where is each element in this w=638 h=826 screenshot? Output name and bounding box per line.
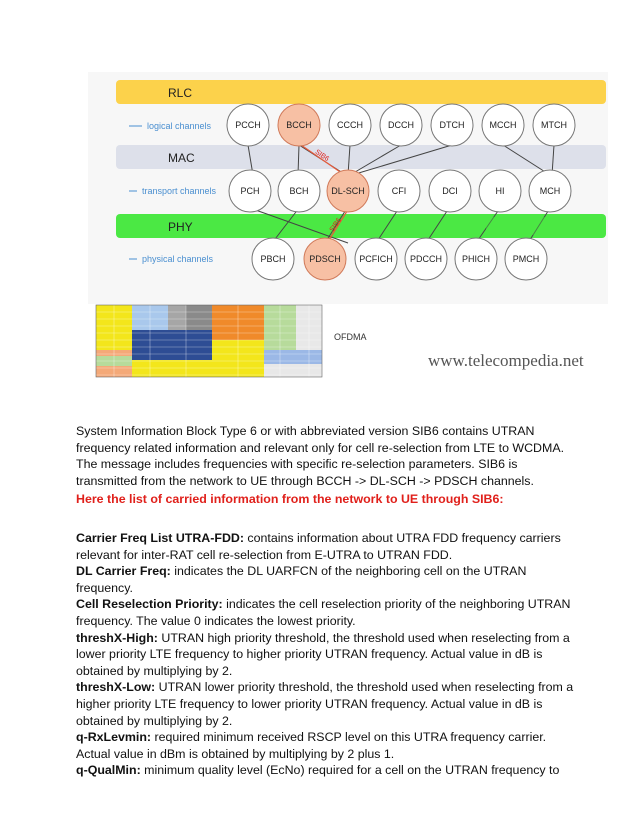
logical-channel-pcch [227,104,269,146]
logical-channels-label: logical channels [147,121,212,131]
lte-channel-mapping-diagram [0,0,638,410]
svg-text:MTCH: MTCH [541,120,567,130]
list-item: Cell Reselection Priority: indicates the cell reselection priority of the neighboring UTRAN frequency. The value 0 indicates the lowest priority. [76,597,571,628]
svg-text:DCCH: DCCH [388,120,414,130]
list-item: Carrier Freq List UTRA-FDD: contains information about UTRA FDD frequency carriers relevant for inter-RAT cell re-selection from E-UTRA to UTRAN FDD. [76,531,561,562]
svg-text:DTCH: DTCH [439,120,465,130]
physical-channel-pcfich [355,238,397,280]
transport-channels-label: transport channels [142,186,217,196]
svg-text:MCCH: MCCH [489,120,517,130]
list-item: q-QualMin: minimum quality level (EcNo) required for a cell on the UTRAN frequency to [76,763,560,778]
logical-channel-mcch [482,104,524,146]
logical-channel-dcch [380,104,422,146]
svg-text:DCI: DCI [442,186,458,196]
svg-text:DL-SCH: DL-SCH [331,186,365,196]
watermark: www.telecompedia.net [428,351,584,370]
sib6-tag-1: SIB6 [313,148,331,164]
transport-channel-bch [278,170,320,212]
svg-text:HI: HI [495,186,505,196]
list-item: DL Carrier Freq: indicates the DL UARFCN of the neighboring cell on the UTRAN frequency. [76,564,527,595]
list-item: threshX-High: UTRAN high priority threshold, the threshold used when reselecting from a lower priority LTE frequency to higher priority UTRAN frequency. Actual value in dB is obtained by multiplying by 2. [76,630,570,678]
intro-paragraph: System Information Block Type 6 or with abbreviated version SIB6 contains UTRAN frequency related information and relevant only for cell re-selection from LTE to WCDMA. The message includes frequencies with specific re-selection parameters. SIB6 is transmitted from the network to UE through BCCH -> DL-SCH -> PDSCH channels. [76,424,565,488]
list-item: threshX-Low: UTRAN lower priority threshold, the threshold used when reselecting from a higher priority LTE frequency to lower priority UTRAN frequency. Actual value in dB is obtained by multiplying by 2. [76,680,574,728]
list-item: q-RxLevmin: required minimum received RSCP level on this UTRA frequency carrier. Actual value in dBm is obtained by multiplying by 2 plus 1. [76,730,547,761]
transport-channel-dl-sch [327,170,369,212]
rlc-label: RLC [168,86,193,100]
svg-text:PCCH: PCCH [235,120,261,130]
transport-channel-hi [479,170,521,212]
sib6-tag-2: SIB6 [328,216,344,234]
physical-channel-phich [455,238,497,280]
physical-channel-pdsch [304,238,346,280]
svg-text:PBCH: PBCH [260,254,286,264]
ofdma-resource-grid [96,305,322,377]
logical-channel-bcch [278,104,320,146]
svg-text:PHICH: PHICH [461,254,491,264]
svg-text:MCH: MCH [539,186,561,196]
physical-channel-pbch [252,238,294,280]
ofdma-label: OFDMA [334,332,367,342]
physical-channel-pmch [505,238,547,280]
logical-channel-ccch [329,104,371,146]
svg-text:BCH: BCH [289,186,309,196]
list-heading: Here the list of carried information from the network to UE through SIB6: [76,492,504,506]
phy-label: PHY [168,220,193,234]
logical-channel-dtch [431,104,473,146]
svg-text:PCFICH: PCFICH [359,254,393,264]
svg-text:PDSCH: PDSCH [309,254,341,264]
mac-label: MAC [168,151,195,165]
transport-channel-dci [429,170,471,212]
svg-text:PDCCH: PDCCH [409,254,443,264]
parameter-list [76,530,576,779]
transport-channel-mch [529,170,571,212]
svg-text:PCH: PCH [240,186,260,196]
transport-channel-cfi [378,170,420,212]
svg-text:PMCH: PMCH [512,254,540,264]
transport-channel-pch [229,170,271,212]
svg-text:CFI: CFI [391,186,407,196]
svg-text:BCCH: BCCH [286,120,312,130]
logical-channel-mtch [533,104,575,146]
physical-channel-pdcch [405,238,447,280]
physical-channels-label: physical channels [142,254,214,264]
svg-text:CCCH: CCCH [337,120,363,130]
